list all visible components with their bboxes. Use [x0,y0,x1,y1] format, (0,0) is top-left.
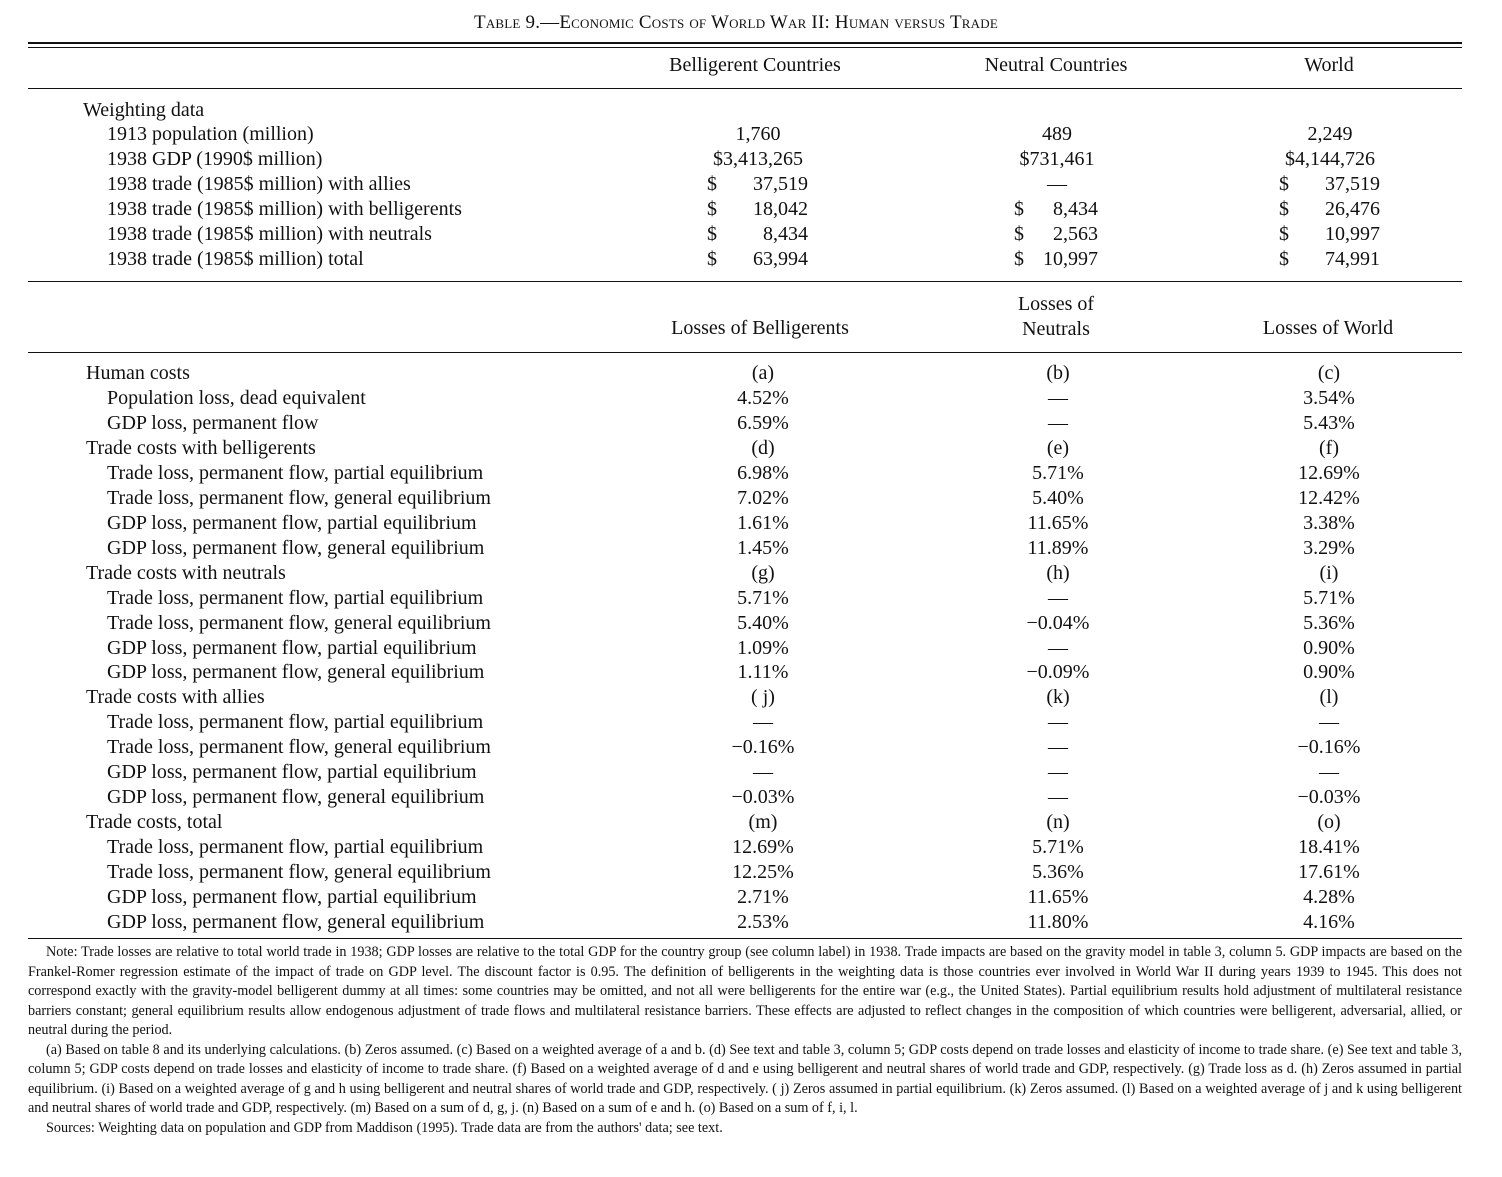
loss-section-row [0,561,1502,586]
loss-value-col2: — [1048,736,1068,759]
loss-section-label: Human costs [86,362,190,384]
loss-value-col2: 5.40% [1032,486,1084,509]
dollar-sign: $ [1014,223,1024,245]
loss-value-col1: −0.16% [731,736,795,759]
loss-value-col1: 2.53% [737,910,789,933]
loss-value-col3: 12.69% [1298,461,1360,484]
loss-value-col3: 12.42% [1298,486,1360,509]
weighting-value-col2: 10,997 [1043,248,1098,270]
dollar-sign: $ [1014,248,1024,270]
weighting-rule [28,281,1462,282]
loss-value-col3: 0.90% [1303,636,1355,659]
weighting-value-col3: 10,997 [1325,223,1380,245]
loss-value-col1: 12.25% [732,861,794,883]
header-belligerent-countries: Belligerent Countries [669,54,841,76]
loss-value-col1: 5.40% [737,611,789,634]
loss-value-col3: 0.90% [1303,661,1355,684]
loss-row [0,835,1502,860]
loss-value-col2: 5.36% [1032,861,1084,883]
loss-value-col2: 5.71% [1032,461,1084,484]
loss-value-col2: 11.65% [1027,885,1089,908]
dollar-sign: $ [1279,173,1289,195]
weighting-row-label: 1938 trade (1985$ million) with neutrals [107,223,432,245]
header-world: World [1304,54,1354,76]
dollar-sign: $ [1279,248,1289,270]
loss-value-col3: 17.61% [1298,861,1360,883]
weighting-value-col3: $4,144,726 [1285,148,1375,170]
loss-value-col2: — [1048,786,1068,809]
loss-value-col2: (b) [1046,362,1070,384]
loss-value-col3: 3.38% [1303,511,1355,534]
loss-value-col1: 6.59% [737,411,789,434]
header-losses-neutrals [950,292,1162,342]
loss-row-label: Population loss, dead equivalent [107,386,366,409]
top-rule-1 [28,42,1462,44]
loss-row-label: Trade loss, permanent flow, partial equilibrium [107,711,484,734]
weighting-row-label: 1938 trade (1985$ million) total [107,248,364,270]
loss-value-col2: — [1048,411,1068,434]
header-losses-belligerents: Losses of Belligerents [671,317,849,339]
loss-row-label: GDP loss, permanent flow [107,411,319,434]
loss-row [0,536,1502,561]
loss-value-col2: −0.04% [1026,611,1090,634]
table-title [0,12,1502,34]
losses-header-rule [28,352,1462,353]
loss-value-col1: 12.69% [732,836,794,858]
weighting-row-label: 1938 trade (1985$ million) with belligerents [107,198,462,220]
footnotes-paragraph: (a) Based on table 8 and its underlying calculations. (b) Zeros assumed. (c) Based on a weighted average of a and b. (d) See text and table 3, column 5; GDP costs depend on trade losses and elasticity of income to trade share. (e) See text and table 3, column 5; GDP costs depend on trade losses and elasticity of income to trade share. (f) Based on a weighted average of d and e using belligerent and neutral shares of world trade and GDP, respectively. (g) Trade loss as d. (h) Zeros assumed in partial equilibrium. (i) Based on a weighted average of g and h using belligerent and neutral shares of world trade and GDP, respectively. ( j) Zeros assumed in partial equilibrium. (k) Zeros assumed. (l) Based on a weighted average of j and k using belligerent and neutral shares of world trade and GDP, respectively. (m) Based on a sum of d, g, j. (n) Based on a sum of e and h. (o) Based on a sum of f, i, l. [28,1041,1462,1116]
loss-row [0,611,1502,636]
loss-value-col1: 5.71% [737,586,789,609]
loss-value-col1: 6.98% [737,461,789,484]
loss-value-col2: (h) [1046,561,1070,584]
loss-section-row [0,361,1502,386]
loss-section-row [0,685,1502,710]
loss-section-label: Trade costs with belligerents [86,436,316,459]
weighting-value-col2: 2,563 [1053,223,1098,245]
weighting-heading: Weighting data [83,99,205,121]
loss-row [0,885,1502,910]
loss-value-col3: 5.36% [1303,611,1355,634]
loss-row [0,586,1502,611]
loss-row-label: Trade loss, permanent flow, general equilibrium [107,611,491,634]
loss-section-label: Trade costs with allies [86,686,265,709]
table-notes [28,943,1462,1138]
dollar-sign: $ [1279,223,1289,245]
weighting-value-col1: 1,760 [735,123,781,145]
loss-row-label: GDP loss, permanent flow, partial equilibrium [107,636,477,659]
loss-value-col3: — [1319,761,1339,784]
weighting-row [0,222,1502,247]
loss-value-col1: 1.61% [737,511,789,534]
loss-value-col1: (m) [748,811,778,834]
loss-value-col3: (f) [1319,436,1339,459]
loss-value-col1: ( j) [751,686,775,709]
weighting-value-col3: 74,991 [1325,248,1380,270]
weighting-value-col2: — [1047,173,1067,195]
loss-section-label: Trade costs with neutrals [86,561,286,584]
weighting-value-col2: 489 [1042,123,1072,145]
loss-value-col1: (d) [751,436,775,459]
loss-row [0,710,1502,735]
weighting-value-col1: 63,994 [753,248,808,270]
weighting-heading-row [0,98,1502,123]
loss-value-col2: 11.89% [1027,536,1089,559]
loss-value-col3: 3.54% [1303,386,1355,409]
loss-row [0,511,1502,536]
dollar-sign: $ [707,198,717,220]
loss-row-label: GDP loss, permanent flow, partial equilibrium [107,885,477,908]
loss-row [0,785,1502,810]
weighting-value-col2: $731,461 [1019,148,1095,170]
note-paragraph: Note: Trade losses are relative to total world trade in 1938; GDP losses are relative to the total GDP for the country group (see column label) in 1938. Trade impacts are based on the gravity model in table 3, column 5. GDP impacts are based on the Frankel-Romer regression estimate of the impact of trade on GDP level. The discount factor is 0.95. The definition of belligerents in the weighting data is those countries ever involved in World War II during years 1939 to 1945. This does not correspond exactly with the gravity-model belligerent dummy at all times: some countries may be omitted, and not all were belligerents for the entire war (e.g., the United States). Partial equilibrium results hold adjustment of multilateral resistance barriers constant; general equilibrium results allow endogenous adjustment of trade flows and multilateral resistance barriers. These effects are adjusted to reflect changes in the composition of which countries were belligerent, adversarial, allied, or neutral during the period. [28,944,1462,1038]
loss-row [0,760,1502,785]
loss-value-col3: 3.29% [1303,536,1355,559]
loss-row-label: GDP loss, permanent flow, general equilibrium [107,661,485,684]
loss-value-col1: 1.11% [737,661,789,684]
weighting-value-col1: 8,434 [763,223,808,245]
weighting-value-col1: $3,413,265 [713,148,803,170]
loss-value-col1: — [753,711,773,734]
header-rule [28,88,1462,89]
dollar-sign: $ [707,223,717,245]
weighting-value-col1: 37,519 [753,173,808,195]
loss-value-col3: 4.16% [1303,910,1355,933]
loss-section-label: Trade costs, total [86,811,223,834]
dollar-sign: $ [707,173,717,195]
loss-section-row [0,436,1502,461]
loss-row [0,636,1502,661]
loss-value-col3: (l) [1319,686,1339,709]
loss-value-col2: — [1048,386,1068,409]
loss-value-col3: −0.03% [1297,786,1361,809]
header-neutral-countries: Neutral Countries [984,54,1128,76]
loss-row-label: GDP loss, permanent flow, general equilibrium [107,786,485,809]
loss-value-col3: (c) [1317,362,1341,384]
loss-section-row [0,810,1502,835]
loss-row-label: GDP loss, permanent flow, general equilibrium [107,910,485,933]
loss-value-col1: 2.71% [737,885,789,908]
loss-value-col2: 5.71% [1032,836,1084,858]
weighting-value-col3: 37,519 [1325,173,1380,195]
loss-row-label: GDP loss, permanent flow, partial equilibrium [107,761,477,784]
sources-paragraph: Sources: Weighting data on population and GDP from Maddison (1995). Trade data are from the authors' data; see text. [46,1119,723,1136]
header-losses-world: Losses of World [1262,317,1394,339]
weighting-value-col1: 18,042 [753,198,808,220]
loss-row [0,910,1502,935]
loss-value-col1: (a) [751,362,775,384]
loss-row [0,386,1502,411]
loss-value-col2: 11.80% [1027,910,1089,933]
loss-value-col1: 1.45% [737,536,789,559]
loss-value-col2: — [1048,586,1068,609]
loss-row-label: Trade loss, permanent flow, general equilibrium [107,736,491,759]
loss-row [0,860,1502,885]
loss-value-col2: 11.65% [1027,511,1089,534]
weighting-row [0,147,1502,172]
header-losses-neutrals-line1: Losses of [1017,293,1095,315]
weighting-row [0,172,1502,197]
loss-value-col3: — [1319,711,1339,734]
loss-row-label: Trade loss, permanent flow, general equilibrium [107,861,491,883]
bottom-rule [28,938,1462,939]
weighting-row-label: 1913 population (million) [107,123,314,145]
dollar-sign: $ [707,248,717,270]
loss-value-col2: −0.09% [1026,661,1090,684]
loss-value-col1: 4.52% [737,386,789,409]
weighting-value-col2: 8,434 [1053,198,1098,220]
loss-value-col2: — [1048,711,1068,734]
top-rule-2 [28,47,1462,48]
dollar-sign: $ [1014,198,1024,220]
loss-row-label: Trade loss, permanent flow, partial equilibrium [107,461,484,484]
loss-row [0,486,1502,511]
loss-value-col2: — [1048,761,1068,784]
weighting-value-col3: 26,476 [1325,198,1380,220]
loss-value-col2: (k) [1046,686,1070,709]
loss-value-col2: — [1048,636,1068,659]
weighting-row [0,247,1502,272]
loss-value-col2: (e) [1046,436,1070,459]
loss-value-col3: (i) [1319,561,1339,584]
loss-value-col1: 7.02% [737,486,789,509]
weighting-row-label: 1938 trade (1985$ million) with allies [107,173,411,195]
loss-value-col1: — [753,761,773,784]
loss-value-col3: −0.16% [1297,736,1361,759]
loss-row-label: Trade loss, permanent flow, partial equilibrium [107,586,484,609]
loss-row-label: Trade loss, permanent flow, general equilibrium [107,486,491,509]
loss-row-label: GDP loss, permanent flow, general equilibrium [107,536,485,559]
loss-row [0,461,1502,486]
loss-row [0,735,1502,760]
loss-value-col3: (o) [1317,811,1341,834]
loss-value-col3: 18.41% [1298,836,1360,858]
loss-value-col3: 5.71% [1303,586,1355,609]
loss-row-label: GDP loss, permanent flow, partial equilibrium [107,511,477,534]
dollar-sign: $ [1279,198,1289,220]
weighting-row [0,122,1502,147]
loss-value-col1: (g) [751,561,775,584]
loss-row-label: Trade loss, permanent flow, partial equilibrium [107,836,484,858]
loss-value-col3: 5.43% [1303,411,1355,434]
loss-row [0,660,1502,685]
loss-value-col1: 1.09% [737,636,789,659]
weighting-value-col3: 2,249 [1307,123,1353,145]
loss-value-col1: −0.03% [731,786,795,809]
loss-row [0,411,1502,436]
weighting-row [0,197,1502,222]
weighting-row-label: 1938 GDP (1990$ million) [107,148,323,170]
header-losses-neutrals-line2: Neutrals [1022,318,1090,340]
loss-value-col2: (n) [1046,811,1070,834]
table-title-text: Table 9.—Economic Costs of World War II: Human versus Trade [474,12,998,33]
loss-value-col3: 4.28% [1303,885,1355,908]
